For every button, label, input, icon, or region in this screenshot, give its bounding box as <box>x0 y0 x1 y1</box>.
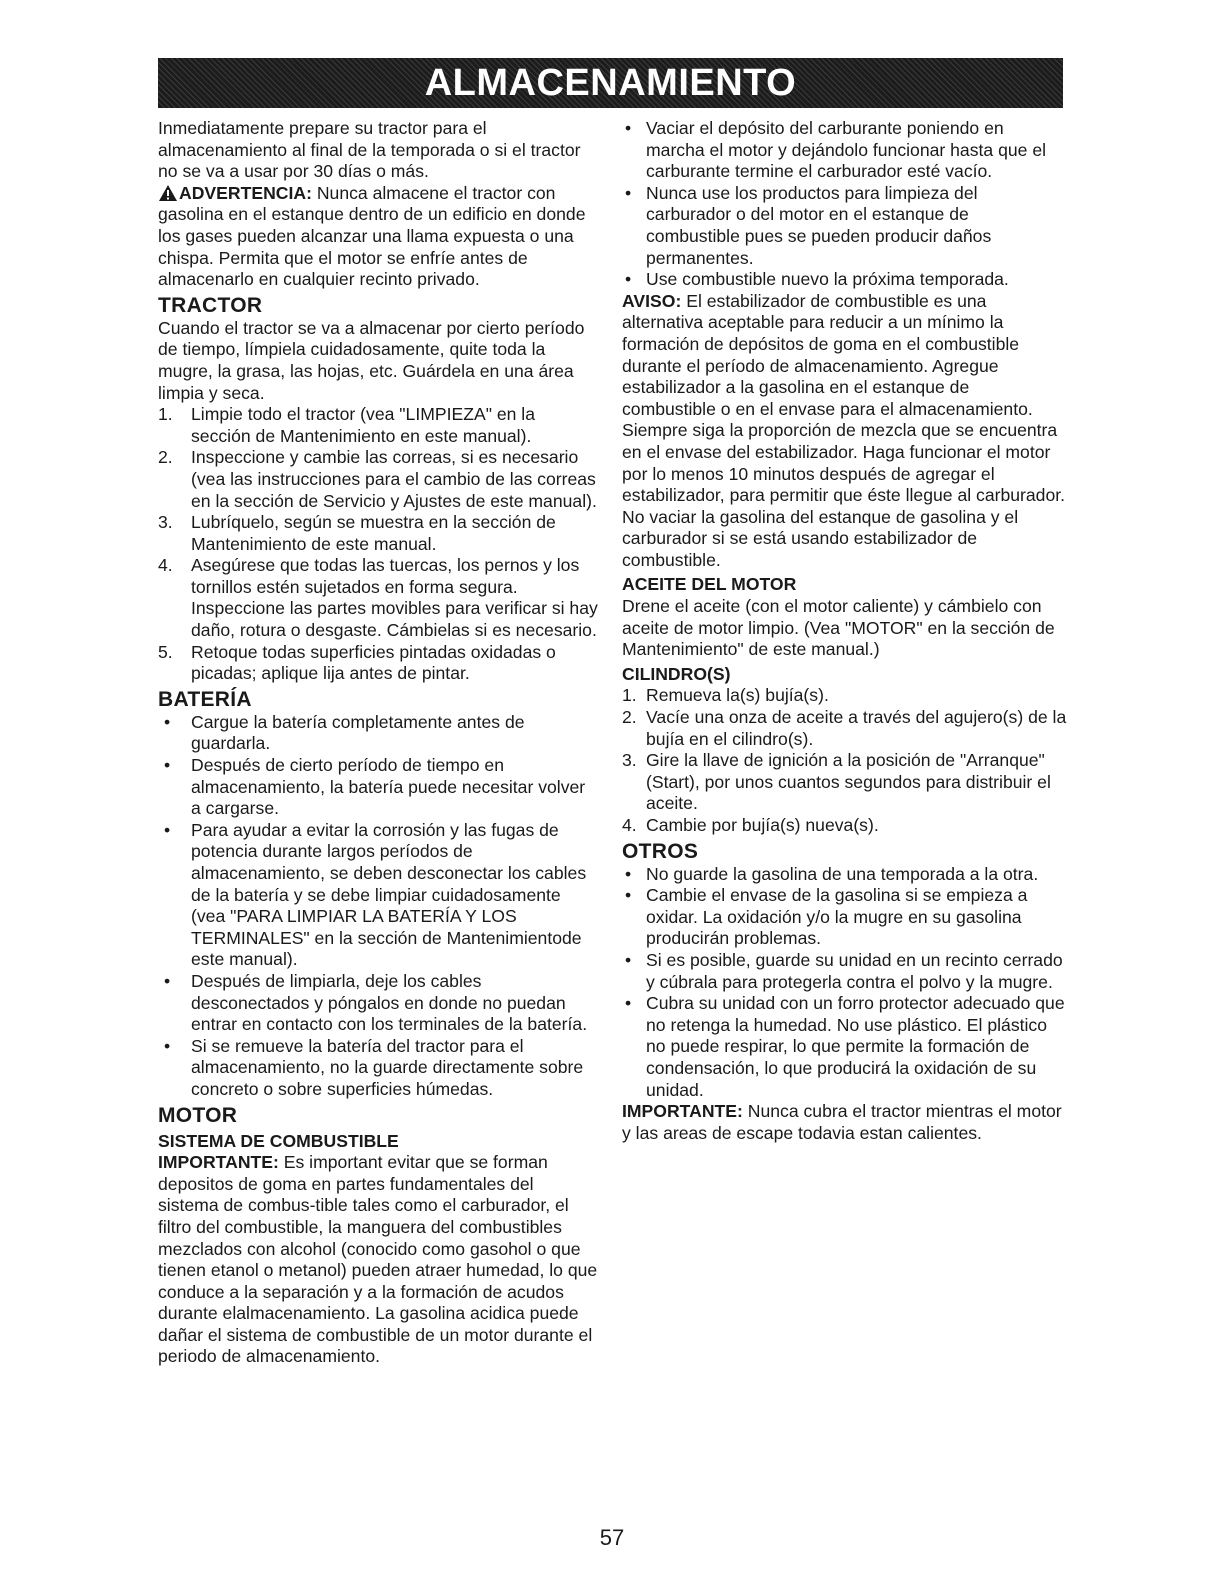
bullet-icon: • <box>625 182 632 203</box>
otros-importante-label: IMPORTANTE: <box>622 1101 743 1122</box>
bullet-list <box>622 864 1067 1102</box>
bullet-text: Vaciar el depósito del carburante poniendo en marcha el motor y dejándolo funcionar hasta que el carburante termine el carburador esté vacío. <box>646 118 1047 182</box>
step-number: 3. <box>158 512 173 533</box>
bullet-icon: • <box>164 1035 171 1056</box>
bullet-icon: • <box>625 863 632 884</box>
bullet-icon: • <box>625 118 632 138</box>
bullet-icon: • <box>164 819 171 840</box>
bullet-text: Después de limpiarla, deje los cables desconectados y póngalos en donde no puedan entrar en contacto con los terminales de la batería. <box>191 970 588 1035</box>
cilindros-heading: CILINDRO(S) <box>622 663 731 684</box>
list-item <box>158 820 598 971</box>
section-banner <box>158 58 1063 108</box>
list-item <box>622 993 1067 1101</box>
bullet-icon: • <box>625 885 632 906</box>
warning-text: Nunca almacene el tractor con gasolina en el estanque dentro de un edificio en donde los gases pueden alcanzar una llama expuesta o una chispa. Permita que el motor se enfríe antes de almacenarlo en cualquier recinto privado. <box>158 182 586 290</box>
list-item <box>158 555 598 641</box>
bullet-text: Cambie el envase de la gasolina si se empieza a oxidar. La oxidación y/o la mugre en su gasolina producirán problemas. <box>646 885 1028 949</box>
aceite-heading: ACEITE DEL MOTOR <box>622 574 797 595</box>
list-item <box>622 707 1067 750</box>
bullet-icon: • <box>625 949 632 970</box>
list-item <box>158 512 598 555</box>
otros-importante-text: Nunca cubra el tractor mientras el motor y las areas de escape todavia estan calientes. <box>622 1101 1062 1143</box>
step-text: Cambie por bujía(s) nueva(s). <box>646 815 879 835</box>
bullet-text: Si se remueve la batería del tractor para el almacenamiento, no la guarde directamente sobre concreto o sobre superficies húmedas. <box>191 1035 584 1099</box>
intro-paragraph: Inmediatamente prepare su tractor para el almacenamiento al final de la temporada o si el tractor no se va a usar por 30 días o más. <box>158 118 581 182</box>
step-number: 2. <box>622 707 637 728</box>
step-text: Asegúrese que todas las tuercas, los pernos y los tornillos estén sujetados en forma segura. Inspeccione las partes movibles para verificar si hay daño, rotura o desgaste. Cámbielas si es necesario. <box>191 555 598 641</box>
step-number: 4. <box>622 815 637 835</box>
importante-text: Es important evitar que se forman depositos de goma en partes fundamentales del sistema de combus-tible tales como el carburador, el filtro del combustible, la manguera del combustibles mezclados con alcohol (conocido como gasohol o que tienen etanol o metanol) pueden atraer humedad, lo que conduce a la separación y a la formación de acudos durante elalmacenamiento. La gasolina acidica puede dañar el sistema de combustible de un motor durante el periodo de almacenamiento. <box>158 1152 598 1367</box>
tractor-steps <box>158 404 598 685</box>
step-text: Gire la llave de ignición a la posición de "Arranque" (Start), por unos cuantos segundos para distribuir el aceite. <box>646 750 1051 814</box>
page-title: ALMACENAMIENTO <box>424 61 797 104</box>
step-number: 1. <box>158 404 173 425</box>
tractor-text: Cuando el tractor se va a almacenar por cierto período de tiempo, límpiela cuidadosamente, quite toda la mugre, la grasa, las hojas, etc. Guárdela en una área limpia y seca. <box>158 317 585 403</box>
bullet-text: No guarde la gasolina de una temporada a la otra. <box>646 863 1039 884</box>
list-item <box>622 183 1067 269</box>
step-text: Vacíe una onza de aceite a través del agujero(s) de la bujía en el cilindro(s). <box>646 707 1067 749</box>
list-item <box>158 642 598 685</box>
step-text: Inspeccione y cambie las correas, si es necesario (vea las instrucciones para el cambio de las correas en la sección de Servicio y Ajustes de este manual). <box>191 447 597 511</box>
bullet-text: Use combustible nuevo la próxima temporada. <box>646 269 1009 290</box>
warning-triangle-icon <box>158 184 178 202</box>
motor-heading: MOTOR <box>158 1103 238 1127</box>
aceite-text: Drene el aceite (con el motor caliente) y cámbielo con aceite de motor limpio. (Vea "MOTOR" en la sección de Mantenimiento" de este manual.) <box>622 596 1055 660</box>
list-item <box>622 864 1067 886</box>
list-item <box>158 712 598 755</box>
importante-label: IMPORTANTE: <box>158 1152 279 1173</box>
step-number: 1. <box>622 685 637 706</box>
importante-paragraph <box>158 1152 598 1368</box>
bullet-list <box>622 118 1067 291</box>
aviso-paragraph <box>622 291 1067 572</box>
bullet-icon: • <box>625 269 632 290</box>
bullet-text: Cubra su unidad con un forro protector adecuado que no retenga la humedad. No use plástico. El plástico no puede respirar, lo que permite la formación de condensación, lo que producirá la oxidación de su unidad. <box>646 993 1065 1100</box>
list-item <box>158 404 598 447</box>
list-item <box>158 971 598 1036</box>
bullet-icon: • <box>625 993 632 1014</box>
bullet-text: Nunca use los productos para limpieza del carburador o del motor en el estanque de combustible pues se pueden producir daños permanentes. <box>646 182 992 268</box>
otros-heading: OTROS <box>622 839 699 863</box>
step-text: Remueva la(s) bujía(s). <box>646 685 829 706</box>
sistema-heading: SISTEMA DE COMBUSTIBLE <box>158 1130 399 1151</box>
page-number: 57 <box>599 1525 625 1550</box>
list-item <box>158 755 598 820</box>
bateria-bullets <box>158 712 598 1101</box>
numbered-list <box>622 685 1067 836</box>
bullet-text: Después de cierto período de tiempo en almacenamiento, la batería puede necesitar volver a cargarse. <box>191 755 586 819</box>
bullet-text: Si es posible, guarde su unidad en un recinto cerrado y cúbrala para protegerla contra el polvo y la mugre. <box>646 949 1063 992</box>
warning-paragraph <box>158 183 598 291</box>
bullet-text: Cargue la batería completamente antes de guardarla. <box>191 711 525 754</box>
step-number: 5. <box>158 641 173 662</box>
aviso-paragraph-label: AVISO: <box>622 290 682 311</box>
step-number: 2. <box>158 447 173 468</box>
step-text: Limpie todo el tractor (vea "LIMPIEZA" en la sección de Mantenimiento en este manual). <box>191 404 535 446</box>
list-item <box>622 750 1067 815</box>
list-item <box>158 1036 598 1101</box>
list-item <box>158 447 598 512</box>
list-item <box>622 269 1067 291</box>
bullet-icon: • <box>164 711 171 732</box>
aviso-paragraph-text: El estabilizador de combustible es una alternativa aceptable para reducir a un mínimo la formación de depósitos de goma en el combustible durante el período de almacenamiento. Agregue estabilizador a la gasolina en el estanque de combustible o en el envase para el almacenamiento. Siempre siga la proporción de mezcla que se encuentra en el envase del estabilizador. Haga funcionar el motor por lo menos 10 minutos después de agregar el estabilizador, para permitir que éste llegue al carburador. No vaciar la gasolina del estanque de gasolina y el carburador si se está usando estabilizador de combustible. <box>622 290 1066 570</box>
bateria-heading: BATERÍA <box>158 687 252 711</box>
step-number: 3. <box>622 750 637 771</box>
otros-importante <box>622 1101 1067 1144</box>
bullet-icon: • <box>164 970 171 991</box>
bullet-icon: • <box>164 755 171 776</box>
list-item <box>622 885 1067 950</box>
list-item <box>622 950 1067 993</box>
list-item <box>622 815 1067 837</box>
warning-label: ADVERTENCIA: <box>179 182 312 203</box>
left-column <box>158 118 598 1368</box>
right-column <box>622 118 1067 1144</box>
step-text: Retoque todas superficies pintadas oxidadas o picadas; aplique lija antes de pintar. <box>191 641 556 684</box>
bullet-text: Para ayudar a evitar la corrosión y las fugas de potencia durante largos períodos de almacenamiento, se deben desconectar los cables de la batería y se debe limpiar cuidadosamente (vea "PARA LIMPIAR LA BATERÍA Y LOS TERMINALES" en la sección de Mantenimientode este manual). <box>191 819 587 970</box>
list-item <box>622 118 1067 183</box>
step-number: 4. <box>158 555 173 576</box>
list-item <box>622 685 1067 707</box>
step-text: Lubríquelo, según se muestra en la sección de Mantenimiento de este manual. <box>191 512 556 554</box>
tractor-heading: TRACTOR <box>158 293 263 317</box>
